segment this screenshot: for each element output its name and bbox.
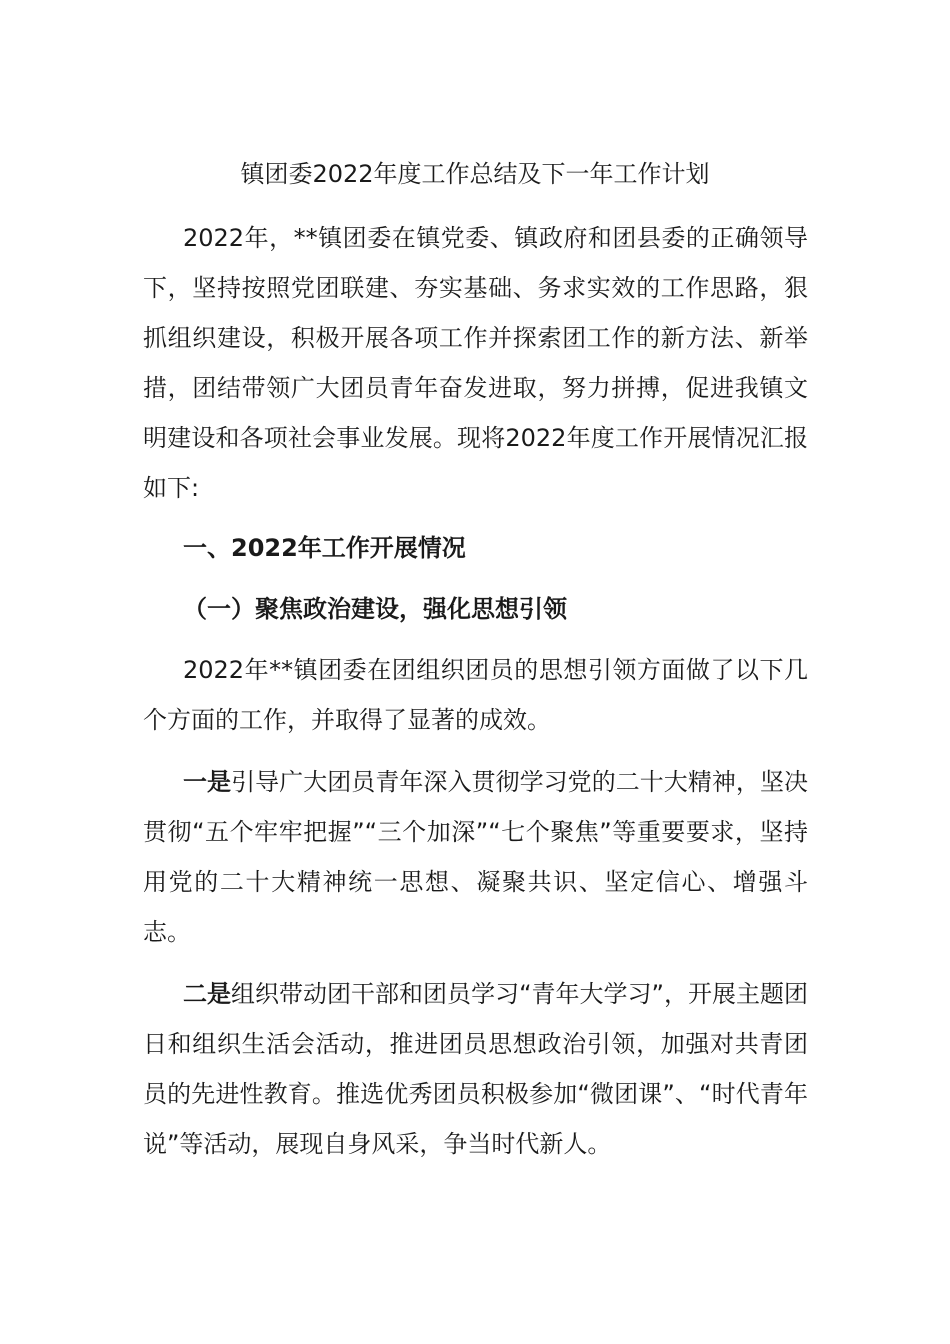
subsection-heading: （一）聚焦政治建设，强化思想引领 (183, 595, 567, 623)
intro-paragraph: 2022年，**镇团委在镇党委、镇政府和团县委的正确领导下，坚持按照党团联建、夯实基础、务求实效的工作思路，狠抓组织建设，积极开展各项工作并探索团工作的新方法、新举措，团结带领广大团员青年奋发进取，努力拼搏，促进我镇文明建设和各项社会事业发展。现将2022年度工作开展情况汇报如下: (143, 224, 808, 502)
subsection-intro-paragraph: 2022年**镇团委在团组织团员的思想引领方面做了以下几个方面的工作，并取得了显著的成效。 (143, 656, 808, 734)
document-title: 镇团委2022年度工作总结及下一年工作计划 (240, 160, 710, 188)
point-two-lead: 二是 (183, 980, 232, 1008)
section-heading: 一、2022年工作开展情况 (183, 534, 466, 562)
point-two-paragraph (143, 969, 808, 1169)
point-one-text: 引导广大团员青年深入贯彻学习党的二十大精神，坚决贯彻“五个牢牢把握”“三个加深”“七个聚焦”等重要要求，坚持用党的二十大精神统一思想、凝聚共识、坚定信心、增强斗志。 (143, 768, 809, 946)
point-one-paragraph (143, 757, 808, 957)
point-two-text: 组织带动团干部和团员学习“青年大学习”，开展主题团日和组织生活会活动，推进团员思想政治引领，加强对共青团员的先进性教育。推选优秀团员积极参加“微团课”、“时代青年说”等活动，展现自身风采，争当时代新人。 (143, 980, 808, 1158)
point-one-lead: 一是 (183, 768, 232, 796)
